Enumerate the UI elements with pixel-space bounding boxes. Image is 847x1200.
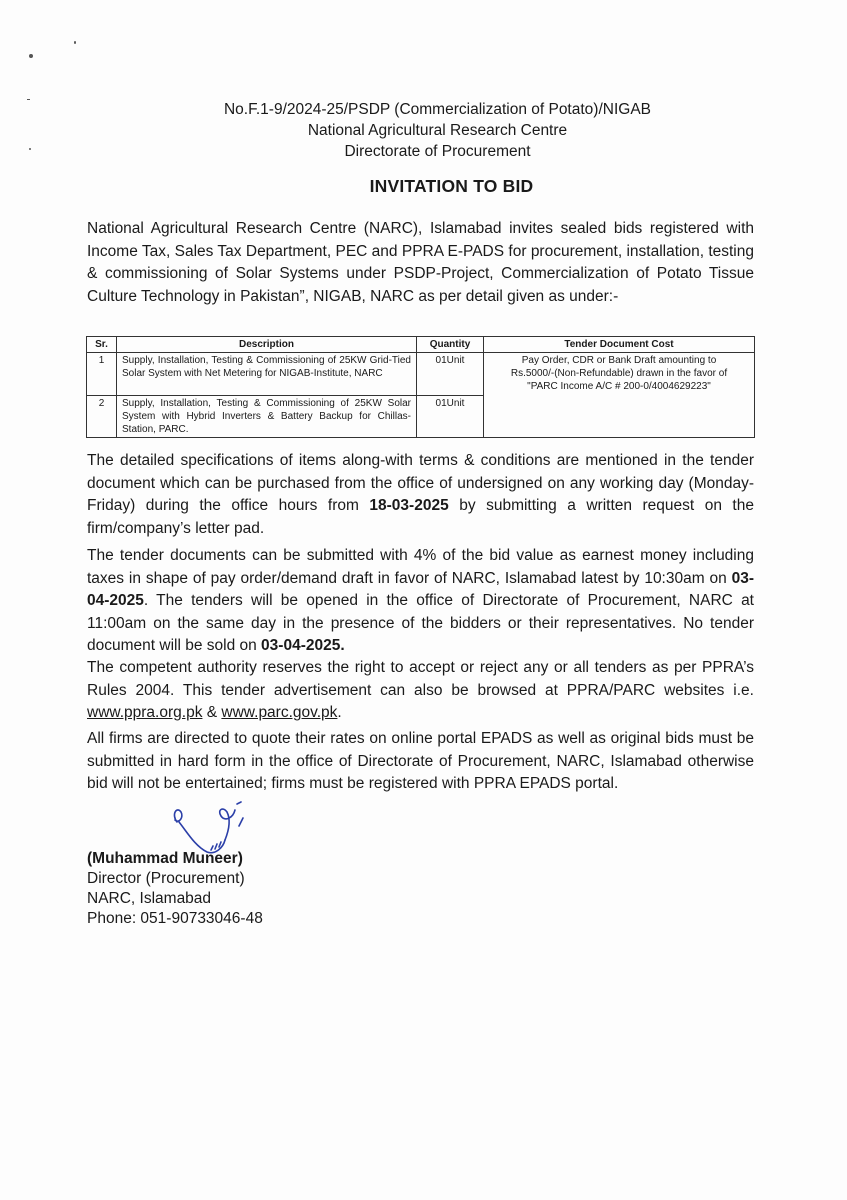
- tender-document-cost: [484, 353, 755, 438]
- submission-date: 03-04-2025: [87, 569, 754, 609]
- signatory-name: (Muhammad Muneer): [87, 850, 243, 867]
- directorate-name: Directorate of Procurement: [344, 143, 531, 160]
- authority-joiner: &: [202, 704, 222, 721]
- letter-header: [0, 99, 847, 162]
- column-header-description: Description: [117, 337, 417, 353]
- authority-text: The competent authority reserves the right to accept or reject any or all tenders as per PPRA’s Rules 2004. This tender advertisement can also be browsed at PPRA/PARC websites i.e.: [87, 659, 754, 699]
- signatory-office: NARC, Islamabad: [87, 890, 212, 907]
- submission-paragraph: [87, 545, 754, 658]
- scan-speck: [74, 41, 76, 44]
- signatory-block: [87, 849, 263, 929]
- row-description: Supply, Installation, Testing & Commissioning of 25KW Grid-Tied Solar System with Net Metering for NIGAB-Institute, NARC: [117, 353, 417, 396]
- table-header-row: [87, 337, 755, 353]
- column-header-sr: Sr.: [87, 337, 117, 353]
- purchase-start-date: 18-03-2025: [369, 497, 449, 514]
- authority-paragraph: [87, 657, 754, 725]
- table-row: [87, 353, 755, 396]
- signatory-phone: Phone: 051-90733046-48: [87, 910, 263, 927]
- column-header-quantity: Quantity: [417, 337, 484, 353]
- specifications-paragraph: [87, 450, 754, 540]
- row-sr: 2: [87, 396, 117, 438]
- scan-speck: [29, 54, 33, 58]
- row-description: Supply, Installation, Testing & Commissioning of 25KW Solar System with Hybrid Inverters & Battery Backup for Chillas-Station, PARC.: [117, 396, 417, 438]
- bid-items-table: [86, 336, 755, 438]
- column-header-tender-cost: Tender Document Cost: [484, 337, 755, 353]
- reference-number: No.F.1-9/2024-25/PSDP (Commercialization of Potato)/NIGAB: [223, 101, 651, 118]
- no-sale-date: 03-04-2025.: [261, 637, 345, 654]
- tender-cost-line: "PARC Income A/C # 200-0/4004629223": [527, 381, 711, 392]
- submission-text: The tender documents can be submitted with 4% of the bid value as earnest money including taxes in shape of pay order/demand draft in favor of NARC, Islamabad latest by 10:30am on: [87, 547, 754, 587]
- spec-text: by submitting a written request on the firm/company’s letter pad.: [87, 497, 754, 537]
- parc-website-link[interactable]: www.parc.gov.pk: [221, 704, 338, 721]
- intro-paragraph: National Agricultural Research Centre (NARC), Islamabad invites sealed bids registered with Income Tax, Sales Tax Department, PEC and PPRA E-PADS for procurement, installation, testing & commissioning of Solar Systems under PSDP-Project, Commercialization of Potato Tissue Culture Technology in Pakistan”, NIGAB, NARC as per detail given as under:-: [87, 220, 754, 305]
- authority-end: .: [337, 704, 342, 721]
- document-title: INVITATION TO BID: [369, 176, 534, 196]
- ppra-website-link[interactable]: www.ppra.org.pk: [87, 704, 203, 721]
- epads-paragraph: All firms are directed to quote their rates on online portal EPADS as well as original bids must be submitted in hard form in the office of Directorate of Procurement, NARC, Islamabad otherwise bid will not be entertained; firms must be registered with PPRA EPADS portal.: [87, 730, 754, 792]
- spec-text: The detailed specifications of items along-with terms & conditions are mentioned in the tender document which can be purchased from the office of undersigned on any working day (Monday-Friday) during the office hours from: [87, 452, 754, 514]
- row-sr: 1: [87, 353, 117, 396]
- signatory-designation: Director (Procurement): [87, 870, 245, 887]
- tender-cost-line: Rs.5000/-(Non-Refundable) drawn in the favor of: [510, 368, 728, 379]
- row-quantity: 01Unit: [417, 396, 484, 438]
- row-quantity: 01Unit: [417, 353, 484, 396]
- organization-name: National Agricultural Research Centre: [307, 122, 568, 139]
- submission-text: . The tenders will be opened in the office of Directorate of Procurement, NARC at 11:00am on the same day in the presence of the bidders or their representatives. No tender document will be sold on: [87, 592, 754, 654]
- tender-cost-line: Pay Order, CDR or Bank Draft amounting to: [521, 355, 717, 366]
